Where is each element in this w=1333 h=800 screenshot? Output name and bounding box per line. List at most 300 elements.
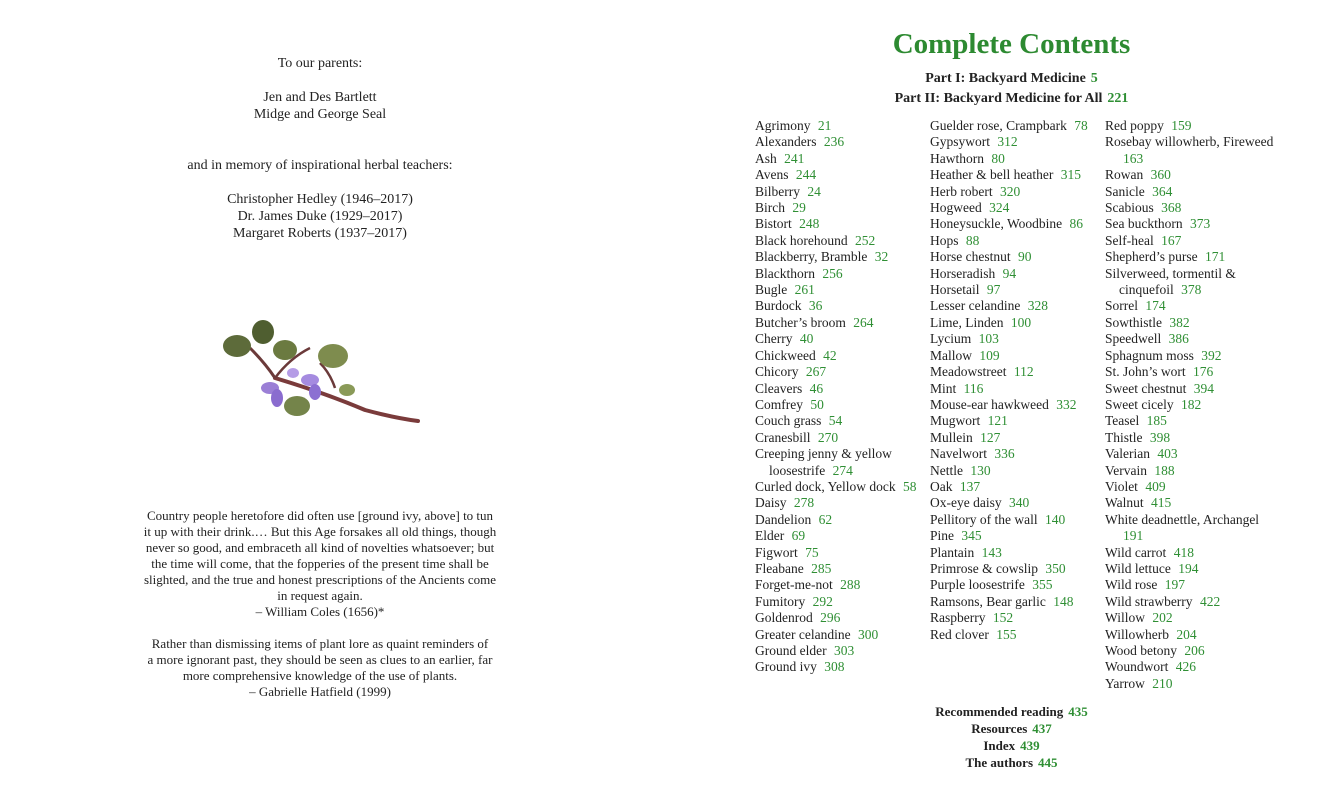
- contents-entry[interactable]: [755, 430, 925, 446]
- entry-name: Blackberry, Bramble: [755, 249, 868, 265]
- contents-entry[interactable]: [1105, 545, 1275, 561]
- page-number: 308: [824, 659, 845, 675]
- entry-name: Greater celandine: [755, 626, 851, 642]
- entry-name: Sea buckthorn: [1105, 216, 1183, 232]
- entry-name: Sanicle: [1105, 183, 1145, 199]
- contents-entry[interactable]: [755, 594, 925, 610]
- entry-name: Cleavers: [755, 380, 803, 396]
- page-number: 86: [1069, 216, 1084, 232]
- page-number: 58: [903, 478, 917, 494]
- contents-entry[interactable]: [1105, 200, 1275, 216]
- contents-entry[interactable]: [930, 249, 1100, 265]
- contents-entry[interactable]: [755, 397, 925, 413]
- page-number: 355: [1032, 577, 1053, 593]
- contents-entry[interactable]: [930, 594, 1100, 610]
- page-number: 445: [1038, 755, 1058, 770]
- contents-entry[interactable]: [930, 233, 1100, 249]
- quote-line: in request again.: [277, 588, 363, 603]
- page-number: 182: [1180, 396, 1202, 412]
- page-number: 386: [1168, 331, 1189, 347]
- page-number: 140: [1044, 511, 1066, 527]
- page-number: 422: [1199, 593, 1221, 609]
- entry-name: Mallow: [930, 347, 972, 363]
- page-number: 392: [1201, 347, 1222, 363]
- page-number: 54: [828, 413, 843, 429]
- page-number: 241: [784, 150, 805, 166]
- contents-entry[interactable]: [755, 512, 925, 528]
- contents-entry[interactable]: [930, 479, 1100, 495]
- contents-entry[interactable]: [930, 610, 1100, 626]
- contents-entry[interactable]: [1105, 233, 1275, 249]
- contents-entry[interactable]: [930, 381, 1100, 397]
- page-number: 261: [794, 282, 815, 298]
- entry-name: Oak: [930, 478, 953, 494]
- contents-entry[interactable]: [930, 463, 1100, 479]
- page-number: 368: [1161, 200, 1182, 216]
- entry-name: Lycium: [930, 331, 972, 347]
- contents-entry[interactable]: [930, 266, 1100, 282]
- contents-entry[interactable]: [1105, 413, 1275, 429]
- entry-name: Teasel: [1105, 413, 1140, 429]
- page-number: 148: [1053, 593, 1074, 609]
- entry-name: Chicory: [755, 364, 799, 380]
- page-number: 437: [1032, 721, 1052, 736]
- backmatter-entry[interactable]: [690, 737, 1333, 754]
- contents-entry[interactable]: [1105, 512, 1275, 545]
- page-number: 42: [823, 347, 837, 363]
- entry-name: Mint: [930, 380, 957, 396]
- contents-entry[interactable]: [930, 397, 1100, 413]
- page-number: 163: [1123, 150, 1144, 166]
- entry-name: Pine: [930, 528, 955, 544]
- contents-entry[interactable]: [755, 331, 925, 347]
- page-number: 130: [970, 462, 991, 478]
- dedication-heading: To our parents:: [277, 56, 363, 71]
- contents-entry[interactable]: [1105, 495, 1275, 511]
- entry-name: Ground ivy: [755, 659, 817, 675]
- page-number: 62: [818, 511, 833, 527]
- contents-entry[interactable]: [755, 561, 925, 577]
- entry-name: Hops: [930, 232, 959, 248]
- contents-entry[interactable]: [930, 184, 1100, 200]
- contents-entry[interactable]: [930, 315, 1100, 331]
- entry-name: Violet: [1105, 478, 1138, 494]
- page-number: 40: [799, 331, 814, 347]
- part-label: Part I: Backyard Medicine: [925, 71, 1086, 86]
- contents-entry[interactable]: [930, 545, 1100, 561]
- part-one-link[interactable]: [690, 70, 1333, 88]
- dedication-parents-1: Jen and Des Bartlett: [263, 90, 377, 105]
- entry-name: Scabious: [1105, 200, 1154, 216]
- page-number: 194: [1178, 560, 1199, 576]
- entry-name: Curled dock, Yellow dock: [755, 478, 896, 494]
- page-number: 206: [1184, 643, 1205, 658]
- contents-entry[interactable]: [755, 495, 925, 511]
- quote-line: more comprehensive knowledge of the use of plants.: [182, 668, 458, 683]
- dedication-teacher-1: Christopher Hedley (1946–2017): [227, 192, 413, 207]
- page-number: 36: [808, 298, 823, 314]
- contents-entry[interactable]: [1105, 348, 1275, 364]
- quote-line: the time will come, that the fopperies of the present time shall be: [151, 556, 489, 571]
- entry-name: Sorrel: [1105, 298, 1138, 314]
- page-number: 364: [1152, 183, 1173, 199]
- entry-name: Alexanders: [755, 134, 817, 150]
- contents-entry[interactable]: [1105, 167, 1275, 183]
- entry-name: Blackthorn: [755, 265, 815, 281]
- entry-name: Wild lettuce: [1105, 560, 1171, 576]
- entry-name: Mouse-ear hawkweed: [930, 396, 1049, 412]
- entry-name: Bistort: [755, 216, 792, 232]
- page-number: 221: [1107, 91, 1129, 106]
- page-number: 415: [1151, 495, 1172, 511]
- contents-entry[interactable]: [1105, 430, 1275, 446]
- contents-entry[interactable]: [755, 266, 925, 282]
- backmatter-entry[interactable]: [690, 720, 1333, 737]
- contents-entry[interactable]: [1105, 184, 1275, 200]
- entry-name: Red poppy: [1105, 118, 1164, 133]
- contents-column-1: [755, 118, 925, 676]
- contents-entry[interactable]: [930, 528, 1100, 544]
- entry-name: Mugwort: [930, 413, 981, 429]
- contents-entry[interactable]: [1105, 610, 1275, 626]
- contents-entry[interactable]: [755, 282, 925, 298]
- page-number: 5: [1090, 71, 1098, 86]
- contents-entry[interactable]: [1105, 364, 1275, 380]
- page-number: 244: [795, 167, 817, 183]
- contents-entry[interactable]: [755, 545, 925, 561]
- entry-name: Willowherb: [1105, 626, 1169, 642]
- contents-entry[interactable]: [755, 315, 925, 331]
- backmatter-entry[interactable]: [690, 754, 1333, 771]
- page-number: 285: [811, 560, 832, 576]
- contents-entry[interactable]: [930, 561, 1100, 577]
- entry-name: Yarrow: [1105, 675, 1145, 691]
- page-number: 256: [822, 265, 843, 281]
- page-number: 324: [989, 200, 1010, 216]
- contents-entry[interactable]: [755, 413, 925, 429]
- page-number: 340: [1008, 495, 1030, 511]
- dedication-parents-2: Midge and George Seal: [253, 107, 387, 122]
- contents-entry[interactable]: [755, 216, 925, 232]
- entry-name: Couch grass: [755, 413, 822, 429]
- page-number: 292: [812, 593, 833, 609]
- quote-line: it up with their drink.… But this Age forsakes all old things, though: [143, 524, 497, 539]
- entry-name: Burdock: [755, 298, 802, 314]
- quote-line: Country people heretofore did often use [ground ivy, above] to tun: [146, 508, 494, 523]
- contents-entry[interactable]: [755, 233, 925, 249]
- entry-name: Walnut: [1105, 495, 1144, 511]
- contents-entry[interactable]: [755, 151, 925, 167]
- contents-entry[interactable]: [1105, 627, 1275, 643]
- entry-name: White deadnettle, Archangel: [1105, 511, 1260, 527]
- page-number: 143: [981, 544, 1002, 560]
- entry-name: Cherry: [755, 331, 793, 347]
- entry-name: Sowthistle: [1105, 314, 1163, 330]
- entry-name: Mullein: [930, 429, 973, 445]
- contents-entry[interactable]: [755, 134, 925, 150]
- page-number: 90: [1017, 249, 1032, 265]
- page-number: 188: [1154, 462, 1175, 478]
- entry-name: Ground elder: [755, 643, 827, 658]
- entry-name: Horseradish: [930, 265, 996, 281]
- contents-entry[interactable]: [755, 118, 925, 134]
- dedication-memory: and in memory of inspirational herbal teachers:: [187, 158, 453, 173]
- contents-entry[interactable]: [755, 200, 925, 216]
- backmatter-list: [690, 703, 1333, 771]
- page-number: 210: [1152, 675, 1173, 691]
- page-number: 426: [1175, 659, 1197, 675]
- contents-entry[interactable]: [930, 118, 1100, 134]
- contents-entry[interactable]: [1105, 216, 1275, 232]
- entry-name: Horse chestnut: [930, 249, 1011, 265]
- dedication-teacher-3: Margaret Roberts (1937–2017): [233, 226, 407, 241]
- entry-name: Daisy: [755, 495, 787, 511]
- entry-name: Primrose & cowslip: [930, 560, 1038, 576]
- contents-entry[interactable]: [755, 577, 925, 593]
- page-number: 21: [817, 118, 832, 133]
- page-number: 303: [833, 643, 855, 658]
- entry-name: Raspberry: [930, 610, 986, 626]
- entry-name: Navelwort: [930, 446, 987, 462]
- entry-name: Honeysuckle, Woodbine: [930, 216, 1063, 232]
- entry-name: Butcher’s broom: [755, 314, 846, 330]
- page-number: 360: [1150, 167, 1171, 183]
- page-number: 176: [1193, 364, 1214, 380]
- page-number: 185: [1146, 413, 1167, 429]
- page-number: 300: [857, 626, 879, 642]
- contents-entry[interactable]: [1105, 676, 1275, 692]
- page-number: 100: [1010, 314, 1032, 330]
- contents-entry[interactable]: [1105, 397, 1275, 413]
- page-number: 171: [1204, 249, 1226, 265]
- contents-entry[interactable]: [930, 446, 1100, 462]
- page-number: 202: [1152, 610, 1173, 626]
- entry-name: Fleabane: [755, 560, 804, 576]
- page-number: 204: [1176, 626, 1197, 642]
- entry-name: Black horehound: [755, 232, 848, 248]
- page-number: 373: [1189, 216, 1211, 232]
- page-number: 403: [1157, 446, 1178, 462]
- entry-name: Elder: [755, 528, 785, 544]
- entry-name: Index: [983, 738, 1016, 753]
- entry-name: Hogweed: [930, 200, 982, 216]
- contents-entry[interactable]: [1105, 381, 1275, 397]
- page-number: 394: [1193, 380, 1214, 396]
- contents-entry[interactable]: [755, 446, 925, 479]
- entry-name: Agrimony: [755, 118, 811, 133]
- page-number: 252: [854, 232, 876, 248]
- entry-name: Thistle: [1105, 429, 1143, 445]
- contents-entry[interactable]: [930, 348, 1100, 364]
- entry-name: Lime, Linden: [930, 314, 1004, 330]
- page-number: 155: [996, 626, 1017, 642]
- page-number: 418: [1173, 544, 1194, 560]
- entry-name: Chickweed: [755, 347, 816, 363]
- entry-name: Valerian: [1105, 446, 1150, 462]
- quote-line: Rather than dismissing items of plant lore as quaint reminders of: [151, 636, 489, 651]
- contents-entry[interactable]: [755, 610, 925, 626]
- entry-name: Lesser celandine: [930, 298, 1021, 314]
- quote-line: slighted, and the true and honest prescriptions of the Ancients come: [144, 572, 496, 587]
- page-number: 382: [1169, 314, 1190, 330]
- contents-entry[interactable]: [930, 200, 1100, 216]
- entry-name: Ox-eye daisy: [930, 495, 1002, 511]
- contents-entry[interactable]: [755, 167, 925, 183]
- entry-name: Fumitory: [755, 593, 806, 609]
- right-page: [690, 0, 1333, 800]
- entry-name: Rowan: [1105, 167, 1144, 183]
- page-number: 435: [1068, 704, 1088, 719]
- page-number: 409: [1145, 478, 1166, 494]
- contents-entry[interactable]: [930, 413, 1100, 429]
- contents-title: Complete Contents: [892, 28, 1131, 60]
- entry-name: Wild strawberry: [1105, 593, 1193, 609]
- contents-entry[interactable]: [1105, 594, 1275, 610]
- page-number: 78: [1074, 118, 1088, 133]
- page-number: 328: [1027, 298, 1048, 314]
- contents-entry[interactable]: [930, 216, 1100, 232]
- entry-name: Guelder rose, Crampbark: [930, 118, 1067, 133]
- contents-entry[interactable]: [1105, 331, 1275, 347]
- entry-name: Comfrey: [755, 396, 803, 412]
- contents-entry[interactable]: [1105, 298, 1275, 314]
- entry-name: Ash: [755, 150, 777, 166]
- entry-name: Hawthorn: [930, 150, 984, 166]
- page-number: 137: [959, 478, 981, 494]
- entry-name: Gypsywort: [930, 134, 990, 150]
- contents-entry[interactable]: [755, 364, 925, 380]
- entry-name: Wild carrot: [1105, 544, 1167, 560]
- ground-ivy-illustration: [215, 318, 425, 433]
- contents-entry[interactable]: [930, 430, 1100, 446]
- contents-entry[interactable]: [1105, 134, 1275, 167]
- contents-entry[interactable]: [1105, 266, 1275, 299]
- entry-name: Vervain: [1105, 462, 1147, 478]
- contents-entry[interactable]: [755, 249, 925, 265]
- entry-name: Willow: [1105, 610, 1145, 626]
- contents-entry[interactable]: [930, 282, 1100, 298]
- entry-name: Ramsons, Bear garlic: [930, 593, 1046, 609]
- page-number: 103: [978, 331, 999, 347]
- page-number: 29: [792, 200, 806, 216]
- contents-entry[interactable]: [930, 134, 1100, 150]
- contents-entry[interactable]: [755, 479, 925, 495]
- page-number: 174: [1145, 298, 1166, 314]
- page-number: 167: [1161, 232, 1182, 248]
- page-number: 398: [1149, 429, 1171, 445]
- part-label: Part II: Backyard Medicine for All: [894, 91, 1103, 106]
- entry-name: Bugle: [755, 282, 788, 298]
- contents-entry[interactable]: [1105, 479, 1275, 495]
- contents-entry[interactable]: [930, 167, 1100, 183]
- contents-entry[interactable]: [1105, 561, 1275, 577]
- page-number: 336: [994, 446, 1015, 462]
- contents-entry[interactable]: [1105, 249, 1275, 265]
- page-number: 320: [999, 183, 1021, 199]
- contents-entry[interactable]: [1105, 577, 1275, 593]
- entry-name: Creeping jenny & yellow loosestrife: [755, 446, 892, 478]
- page-number: 248: [799, 216, 820, 232]
- dedication: [100, 55, 540, 242]
- page-number: 264: [853, 314, 874, 330]
- contents-entry[interactable]: [1105, 659, 1275, 675]
- contents-entry[interactable]: [930, 331, 1100, 347]
- page-number: 50: [810, 396, 824, 412]
- contents-entry[interactable]: [755, 659, 925, 675]
- contents-entry[interactable]: [930, 577, 1100, 593]
- contents-entry[interactable]: [755, 184, 925, 200]
- page-number: 116: [963, 380, 984, 396]
- contents-entry[interactable]: [930, 364, 1100, 380]
- page-number: 315: [1060, 167, 1081, 183]
- contents-entry[interactable]: [930, 151, 1100, 167]
- page-number: 288: [840, 577, 861, 593]
- contents-entry[interactable]: [755, 528, 925, 544]
- entry-name: Self-heal: [1105, 232, 1154, 248]
- quote-attribution: – Gabrielle Hatfield (1999): [249, 684, 391, 699]
- page-number: 69: [791, 528, 806, 544]
- left-page: [0, 0, 640, 800]
- contents-entry[interactable]: [1105, 463, 1275, 479]
- entry-name: Sweet cicely: [1105, 396, 1174, 412]
- entry-name: Goldenrod: [755, 610, 813, 626]
- entry-name: Sweet chestnut: [1105, 380, 1187, 396]
- contents-entry[interactable]: [930, 495, 1100, 511]
- page-number: 278: [793, 495, 815, 511]
- contents-entry[interactable]: [755, 627, 925, 643]
- contents-entry[interactable]: [930, 512, 1100, 528]
- page-number: 94: [1002, 265, 1017, 281]
- page-number: 350: [1045, 560, 1066, 576]
- page-number: 312: [997, 134, 1018, 150]
- page-number: 75: [805, 544, 819, 560]
- entry-name: The authors: [965, 755, 1034, 770]
- contents-column-2: [930, 118, 1100, 643]
- entry-name: Birch: [755, 200, 785, 216]
- entry-name: Plantain: [930, 544, 975, 560]
- contents-entry[interactable]: [1105, 315, 1275, 331]
- entry-name: Sphagnum moss: [1105, 347, 1194, 363]
- page-number: 152: [992, 610, 1014, 626]
- page-number: 267: [805, 364, 827, 380]
- contents-entry[interactable]: [1105, 118, 1275, 134]
- page-number: 439: [1020, 738, 1040, 753]
- part-two-link[interactable]: [690, 90, 1333, 108]
- contents-entry[interactable]: [1105, 643, 1275, 659]
- entry-name: Wood betony: [1105, 643, 1178, 658]
- contents-entry[interactable]: [1105, 446, 1275, 462]
- contents-entry[interactable]: [755, 381, 925, 397]
- backmatter-entry[interactable]: [690, 703, 1333, 720]
- contents-column-3: [1105, 118, 1275, 692]
- page-number: 159: [1171, 118, 1192, 133]
- entry-name: St. John’s wort: [1105, 364, 1186, 380]
- entry-name: Avens: [755, 167, 789, 183]
- entry-name: Heather & bell heather: [930, 167, 1054, 183]
- contents-entry[interactable]: [930, 298, 1100, 314]
- entry-name: Woundwort: [1105, 659, 1169, 675]
- contents-entry[interactable]: [755, 348, 925, 364]
- contents-entry[interactable]: [930, 627, 1100, 643]
- page-number: 332: [1056, 396, 1077, 412]
- entry-name: Recommended reading: [935, 704, 1064, 719]
- page-number: 46: [809, 380, 824, 396]
- quote-coles: [110, 508, 530, 700]
- contents-entry[interactable]: [755, 298, 925, 314]
- entry-name: Shepherd’s purse: [1105, 249, 1198, 265]
- contents-entry[interactable]: [755, 643, 925, 659]
- page-number: 296: [820, 610, 841, 626]
